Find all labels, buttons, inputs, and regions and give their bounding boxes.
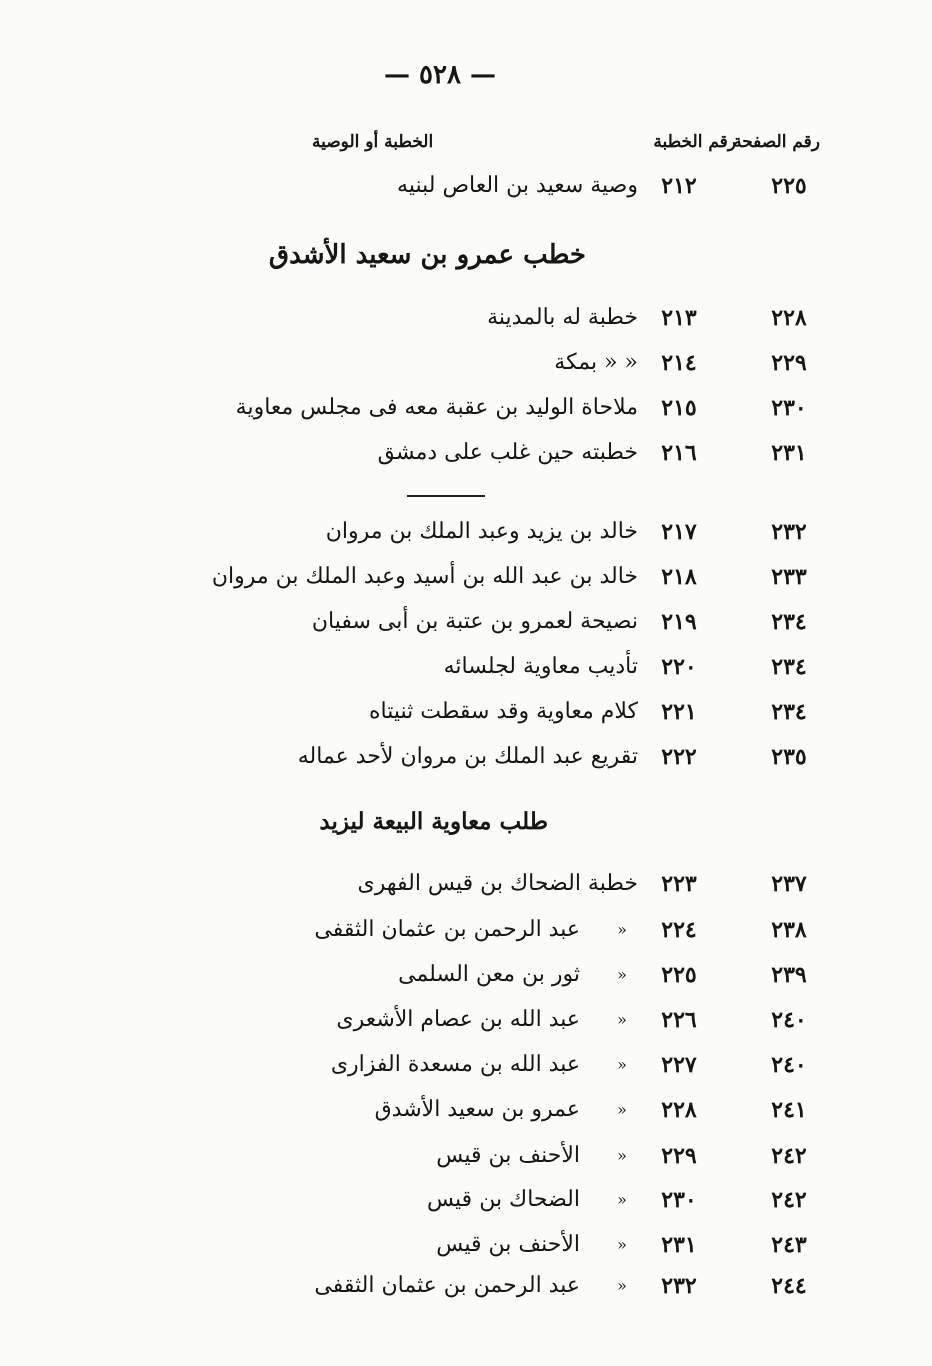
entry-number: ٢١٧: [661, 519, 697, 545]
entry-number: ٢٢٥: [661, 962, 697, 988]
entry-title: « « بمكة: [554, 350, 638, 375]
entry-title: خطبته حين غلب على دمشق: [377, 440, 638, 465]
entry-number: ٢١٤: [661, 350, 697, 376]
entry-number: ٢١٦: [661, 440, 697, 466]
toc-row: [0, 1045, 932, 1085]
page-number: — ٥٢٨ —: [383, 60, 497, 90]
entry-title: تأديب معاوية لجلسائه: [443, 654, 638, 679]
entry-number: ٢٢٠: [661, 654, 697, 680]
entry-page: ٢٢٨: [771, 305, 807, 331]
entry-page: ٢٢٩: [771, 350, 807, 376]
toc-row: [0, 557, 932, 597]
toc-row: [0, 1000, 932, 1040]
entry-title: عمرو بن سعيد الأشدق: [374, 1097, 580, 1122]
section-heading: خطب عمرو بن سعيد الأشدق: [268, 240, 586, 270]
entry-title: خطبة الضحاك بن قيس الفهرى: [357, 871, 638, 896]
toc-row: [0, 692, 932, 732]
entry-title: خطبة له بالمدينة: [487, 305, 638, 330]
ditto-mark: »: [617, 920, 627, 939]
entry-number: ٢٣٠: [661, 1187, 697, 1213]
entry-page: ٢٣٢: [771, 519, 807, 545]
entry-page: ٢٤٢: [771, 1143, 807, 1169]
entry-page: ٢٤٣: [771, 1232, 807, 1258]
entry-title: ثور بن معن السلمى: [398, 962, 580, 987]
entry-title: تقريع عبد الملك بن مروان لأحد عماله: [297, 744, 638, 769]
toc-row: [0, 910, 932, 950]
entry-page: ٢٣٥: [771, 744, 807, 770]
entry-page: ٢٤٠: [771, 1052, 807, 1078]
toc-row: [0, 955, 932, 995]
entry-title: كلام معاوية وقد سقطت ثنيتاه: [368, 699, 638, 724]
ditto-mark: »: [617, 1190, 627, 1209]
ditto-mark: »: [617, 1146, 627, 1165]
toc-row: [0, 166, 932, 206]
entry-title: نصيحة لعمرو بن عتبة بن أبى سفيان: [311, 609, 638, 634]
entry-number: ٢٢٢: [661, 744, 697, 770]
toc-row: [0, 1266, 932, 1306]
toc-row: [0, 1136, 932, 1176]
toc-row: [0, 1225, 932, 1265]
entry-page: ٢٣٩: [771, 962, 807, 988]
entry-page: ٢٢٥: [771, 173, 807, 199]
entry-page: ٢٤٢: [771, 1187, 807, 1213]
entry-title: خالد بن عبد الله بن أسيد وعبد الملك بن مروان: [211, 564, 638, 589]
header-number-column: رقم الخطبة: [653, 132, 736, 152]
entry-number: ٢١٨: [661, 564, 697, 590]
entry-title: الأحنف بن قيس: [436, 1232, 580, 1257]
entry-title: عبد الرحمن بن عثمان الثقفى: [314, 917, 580, 942]
entry-title: عبد الرحمن بن عثمان الثقفى: [314, 1273, 580, 1298]
entry-number: ٢٢٩: [661, 1143, 697, 1169]
entry-number: ٢٢٦: [661, 1007, 697, 1033]
toc-row: [0, 388, 932, 428]
toc-row: [0, 737, 932, 777]
entry-title: وصية سعيد بن العاص لبنيه: [397, 173, 638, 198]
entry-page: ٢٣١: [771, 440, 807, 466]
entry-number: ٢١٣: [661, 305, 697, 331]
entry-title: الأحنف بن قيس: [436, 1143, 580, 1168]
ditto-mark: »: [617, 965, 627, 984]
section-heading: طلب معاوية البيعة ليزيد: [319, 808, 548, 835]
toc-row: [0, 647, 932, 687]
entry-number: ٢٢٤: [661, 917, 697, 943]
entry-page: ٢٤١: [771, 1097, 807, 1123]
entry-page: ٢٣٤: [771, 609, 807, 635]
ditto-mark: »: [617, 1235, 627, 1254]
entry-number: ٢٢٣: [661, 871, 697, 897]
toc-row: [0, 602, 932, 642]
toc-row: [0, 433, 932, 473]
entry-page: ٢٣٠: [771, 395, 807, 421]
entry-page: ٢٣٨: [771, 917, 807, 943]
entry-page: ٢٣٣: [771, 564, 807, 590]
entry-number: ٢٢١: [661, 699, 697, 725]
toc-row: [0, 1180, 932, 1220]
entry-number: ٢٢٧: [661, 1052, 697, 1078]
entry-number: ٢٣١: [661, 1232, 697, 1258]
entry-number: ٢١٢: [661, 173, 697, 199]
ditto-mark: »: [617, 1010, 627, 1029]
toc-row: [0, 1090, 932, 1130]
entry-title: ملاحاة الوليد بن عقبة معه فى مجلس معاوية: [235, 395, 638, 420]
entry-number: ٢١٩: [661, 609, 697, 635]
entry-page: ٢٣٧: [771, 871, 807, 897]
entry-page: ٢٤٠: [771, 1007, 807, 1033]
ditto-mark: »: [617, 1100, 627, 1119]
entry-number: ٢٢٨: [661, 1097, 697, 1123]
header-page-column: رقم الصفحة: [733, 132, 820, 152]
toc-row: [0, 343, 932, 383]
entry-title: عبد الله بن عصام الأشعرى: [336, 1007, 580, 1032]
header-title-column: الخطبة أو الوصية: [312, 132, 434, 152]
entry-page: ٢٣٤: [771, 699, 807, 725]
entry-title: عبد الله بن مسعدة الفزارى: [330, 1052, 580, 1077]
ditto-mark: »: [617, 1055, 627, 1074]
entry-title: الضحاك بن قيس: [427, 1187, 580, 1212]
ditto-mark: »: [617, 1276, 627, 1295]
entry-number: ٢٣٢: [661, 1273, 697, 1299]
section-divider: [407, 495, 485, 497]
toc-row: [0, 864, 932, 904]
entry-title: خالد بن يزيد وعبد الملك بن مروان: [325, 519, 638, 544]
entry-number: ٢١٥: [661, 395, 697, 421]
entry-page: ٢٣٤: [771, 654, 807, 680]
entry-page: ٢٤٤: [771, 1273, 807, 1299]
toc-row: [0, 298, 932, 338]
toc-row: [0, 512, 932, 552]
